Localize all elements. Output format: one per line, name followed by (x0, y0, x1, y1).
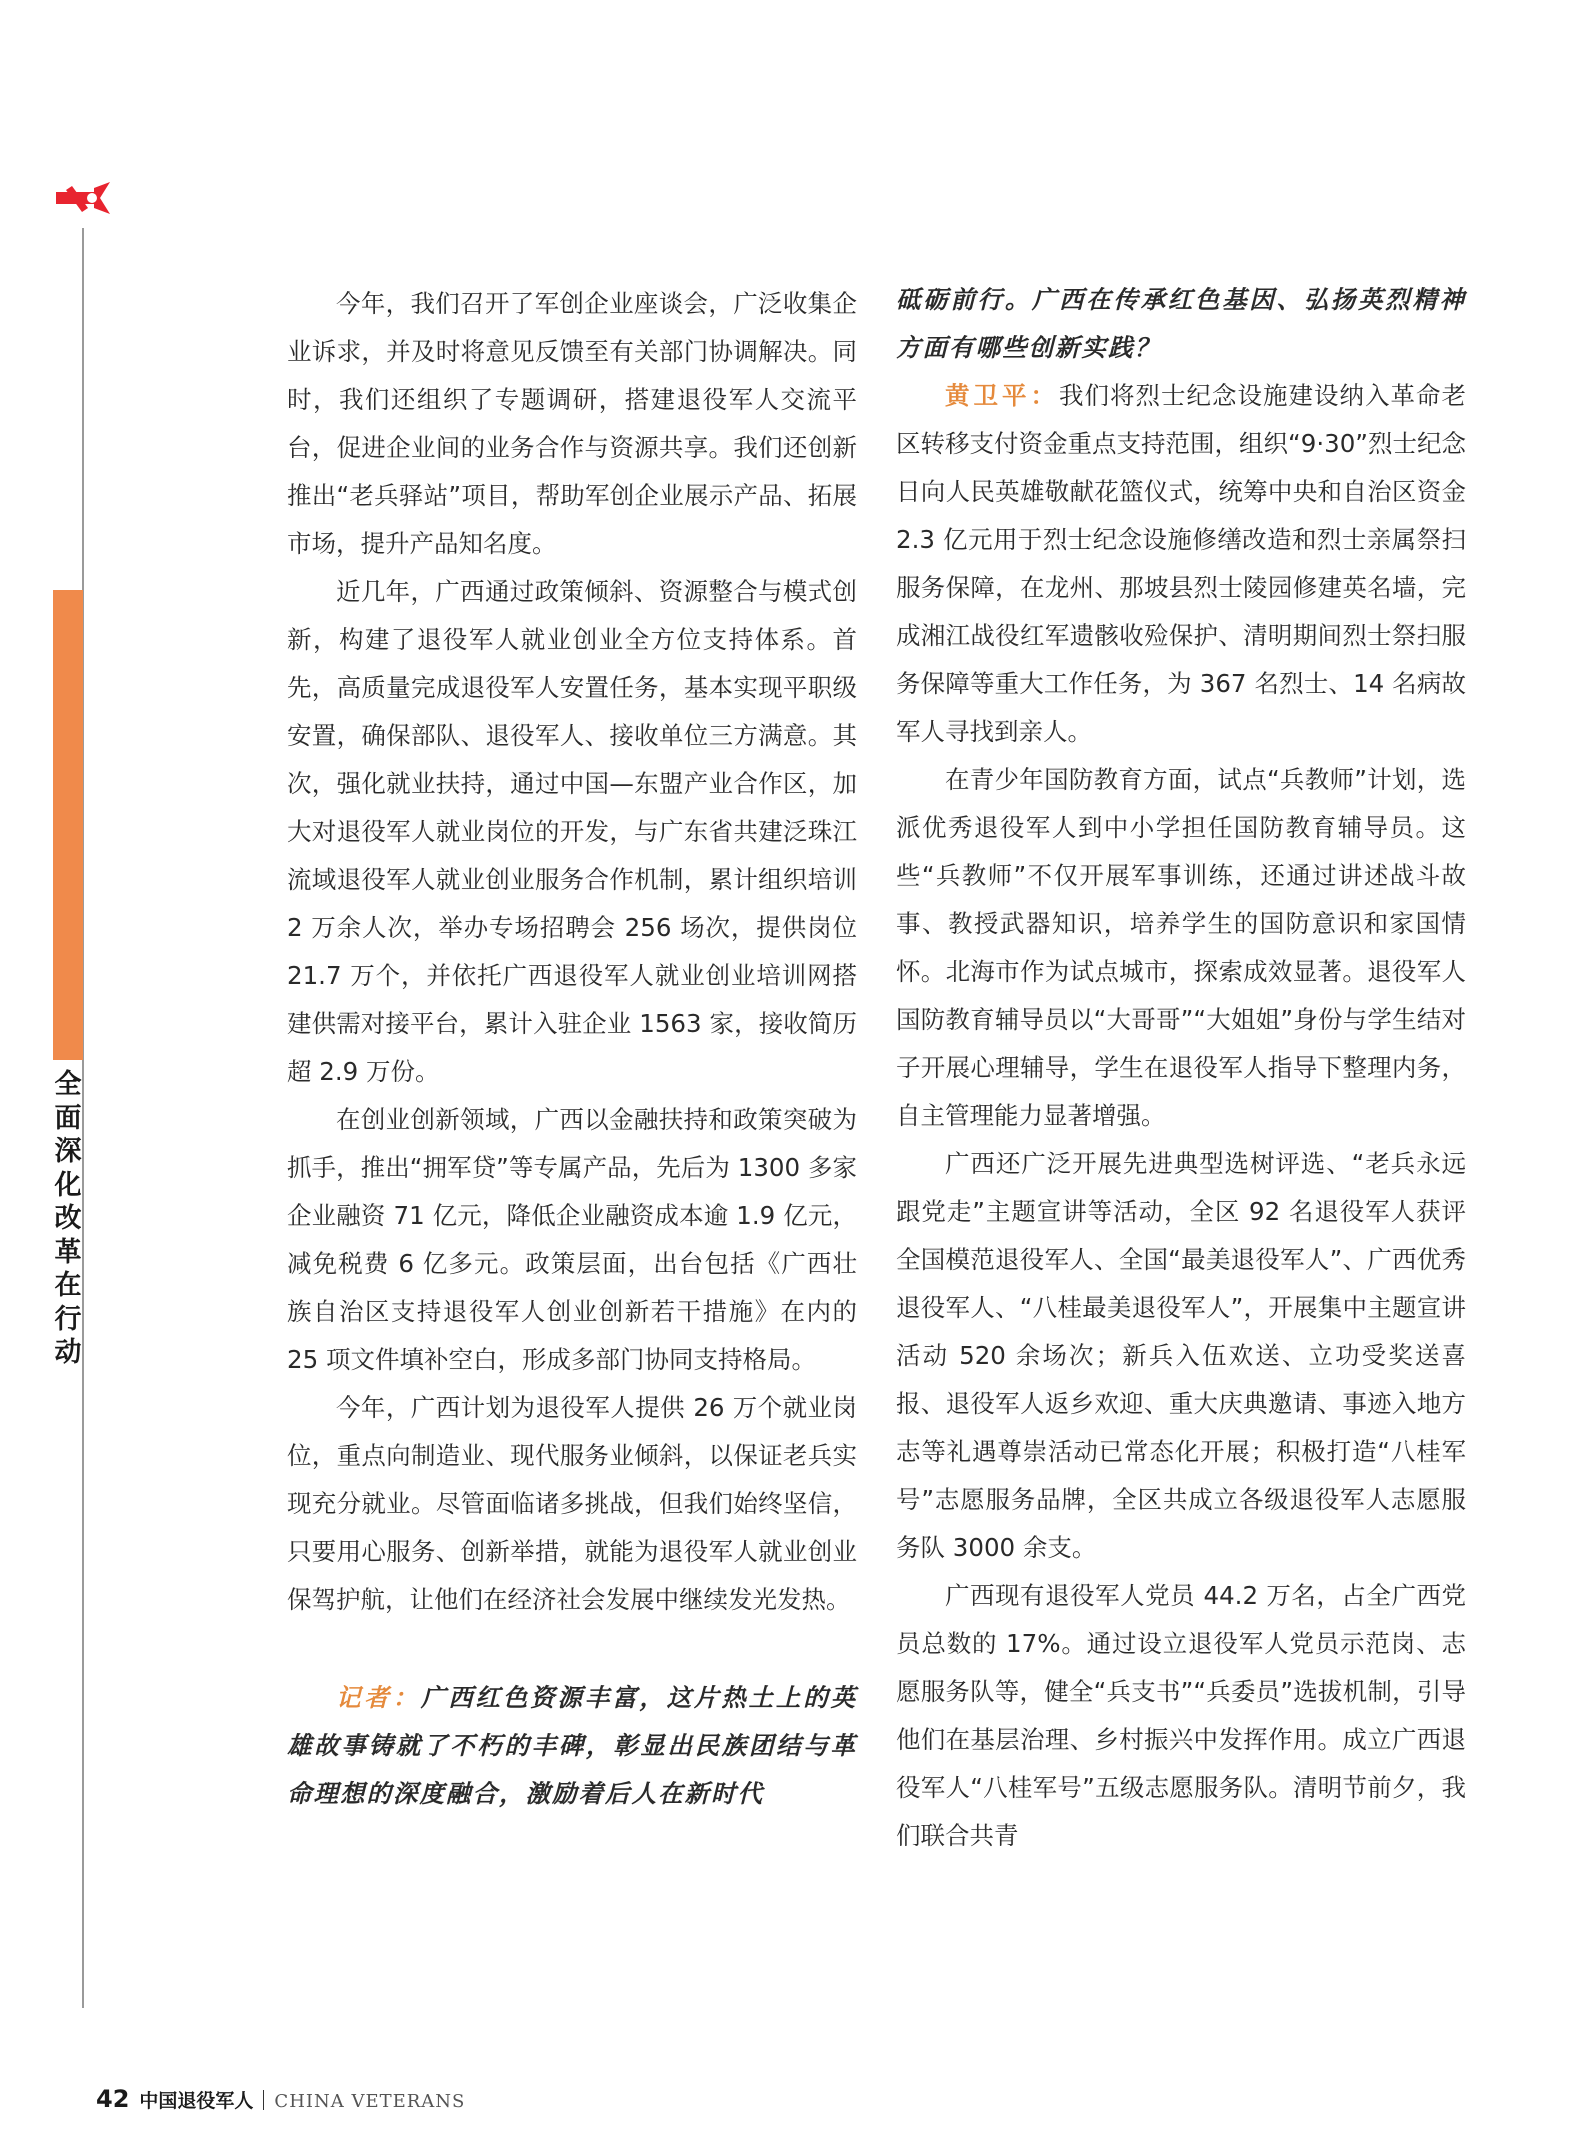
answer-text: 我们将烈士纪念设施建设纳入革命老区转移支付资金重点支持范围，组织“9·30”烈士纪念日向人民英雄敬献花篮仪式，统筹中央和自治区资金 2.3 亿元用于烈士纪念设施修缮改造和烈士亲属祭扫服务保障，在龙州、那坡县烈士陵园修建英名墙，完成湘江战役红军遗骸收殓保护、清明期间烈士祭扫服务保障等重大工作任务，为 367 名烈士、14 名病故军人寻找到亲人。 (896, 381, 1466, 746)
page-number: 42 (96, 2085, 130, 2113)
question-continued: 砥砺前行。广西在传承红色基因、弘扬英烈精神方面有哪些创新实践？ (896, 285, 1466, 362)
section-title: 全面深化改革在行动 (54, 1069, 82, 1368)
paragraph: 近几年，广西通过政策倾斜、资源整合与模式创新，构建了退役军人就业创业全方位支持体系。首先，高质量完成退役军人安置任务，基本实现平职级安置，确保部队、退役军人、接收单位三方满意。其次，强化就业扶持，通过中国—东盟产业合作区，加大对退役军人就业岗位的开发，与广东省共建泛珠江流域退役军人就业创业服务合作机制，累计组织培训 2 万余人次，举办专场招聘会 256 场次，提供岗位 21.7 万个，并依托广西退役军人就业创业培训网搭建供需对接平台，累计入驻企业 1563 家，接收简历超 2.9 万份。 (287, 577, 857, 1086)
paragraph: 今年，我们召开了军创企业座谈会，广泛收集企业诉求，并及时将意见反馈至有关部门协调解决。同时，我们还组织了专题调研，搭建退役军人交流平台，促进企业间的业务合作与资源共享。我们还创新推出“老兵驿站”项目，帮助军创企业展示产品、拓展市场，提升产品知名度。 (287, 289, 857, 558)
paragraph: 今年，广西计划为退役军人提供 26 万个就业岗位，重点向制造业、现代服务业倾斜，以保证老兵实现充分就业。尽管面临诸多挑战，但我们始终坚信，只要用心服务、创新举措，就能为退役军人就业创业保驾护航，让他们在经济社会发展中继续发光发热。 (287, 1393, 857, 1614)
interviewer-question (287, 1674, 857, 1818)
right-column (896, 276, 1466, 1860)
left-column (287, 280, 857, 1818)
paragraph: 在青少年国防教育方面，试点“兵教师”计划，选派优秀退役军人到中小学担任国防教育辅导员。这些“兵教师”不仅开展军事训练，还通过讲述战斗故事、教授武器知识，培养学生的国防意识和家国情怀。北海市作为试点城市，探索成效显著。退役军人国防教育辅导员以“大哥哥”“大姐姐”身份与学生结对子开展心理辅导，学生在退役军人指导下整理内务，自主管理能力显著增强。 (896, 765, 1466, 1130)
answer-paragraph (896, 372, 1466, 756)
magazine-name-en: CHINA VETERANS (274, 2091, 466, 2112)
speaker-label: 黄卫平： (945, 381, 1059, 410)
paragraph: 广西还广泛开展先进典型选树评选、“老兵永远跟党走”主题宣讲等活动，全区 92 名退役军人获评全国模范退役军人、全国“最美退役军人”、广西优秀退役军人、“八桂最美退役军人”，开展集中主题宣讲活动 520 余场次；新兵入伍欢送、立功受奖送喜报、退役军人返乡欢迎、重大庆典邀请、事迹入地方志等礼遇尊崇活动已常态化开展；积极打造“八桂军号”志愿服务品牌，全区共成立各级退役军人志愿服务队 3000 余支。 (896, 1149, 1466, 1562)
red-ribbon-logo-icon (54, 178, 112, 218)
section-accent-bar (53, 590, 83, 1060)
page-footer (96, 2085, 465, 2115)
paragraph: 广西现有退役军人党员 44.2 万名，占全广西党员总数的 17%。通过设立退役军人党员示范岗、志愿服务队等，健全“兵支书”“兵委员”选拔机制，引导他们在基层治理、乡村振兴中发挥作用。成立广西退役军人“八桂军号”五级志愿服务队。清明节前夕，我们联合共青 (896, 1581, 1466, 1850)
magazine-name: 中国退役军人 (139, 2090, 254, 2112)
speaker-label: 记者： (336, 1683, 421, 1712)
paragraph: 在创业创新领域，广西以金融扶持和政策突破为抓手，推出“拥军贷”等专属产品，先后为 1300 多家企业融资 71 亿元，降低企业融资成本逾 1.9 亿元，减免税费 6 亿多元。政策层面，出台包括《广西壮族自治区支持退役军人创业创新若干措施》在内的 25 项文件填补空白，形成多部门协同支持格局。 (287, 1105, 857, 1374)
question-text: 广西红色资源丰富，这片热土上的英雄故事铸就了不朽的丰碑，彰显出民族团结与革命理想的深度融合，激励着后人在新时代 (287, 1683, 858, 1808)
divider (263, 2090, 264, 2110)
